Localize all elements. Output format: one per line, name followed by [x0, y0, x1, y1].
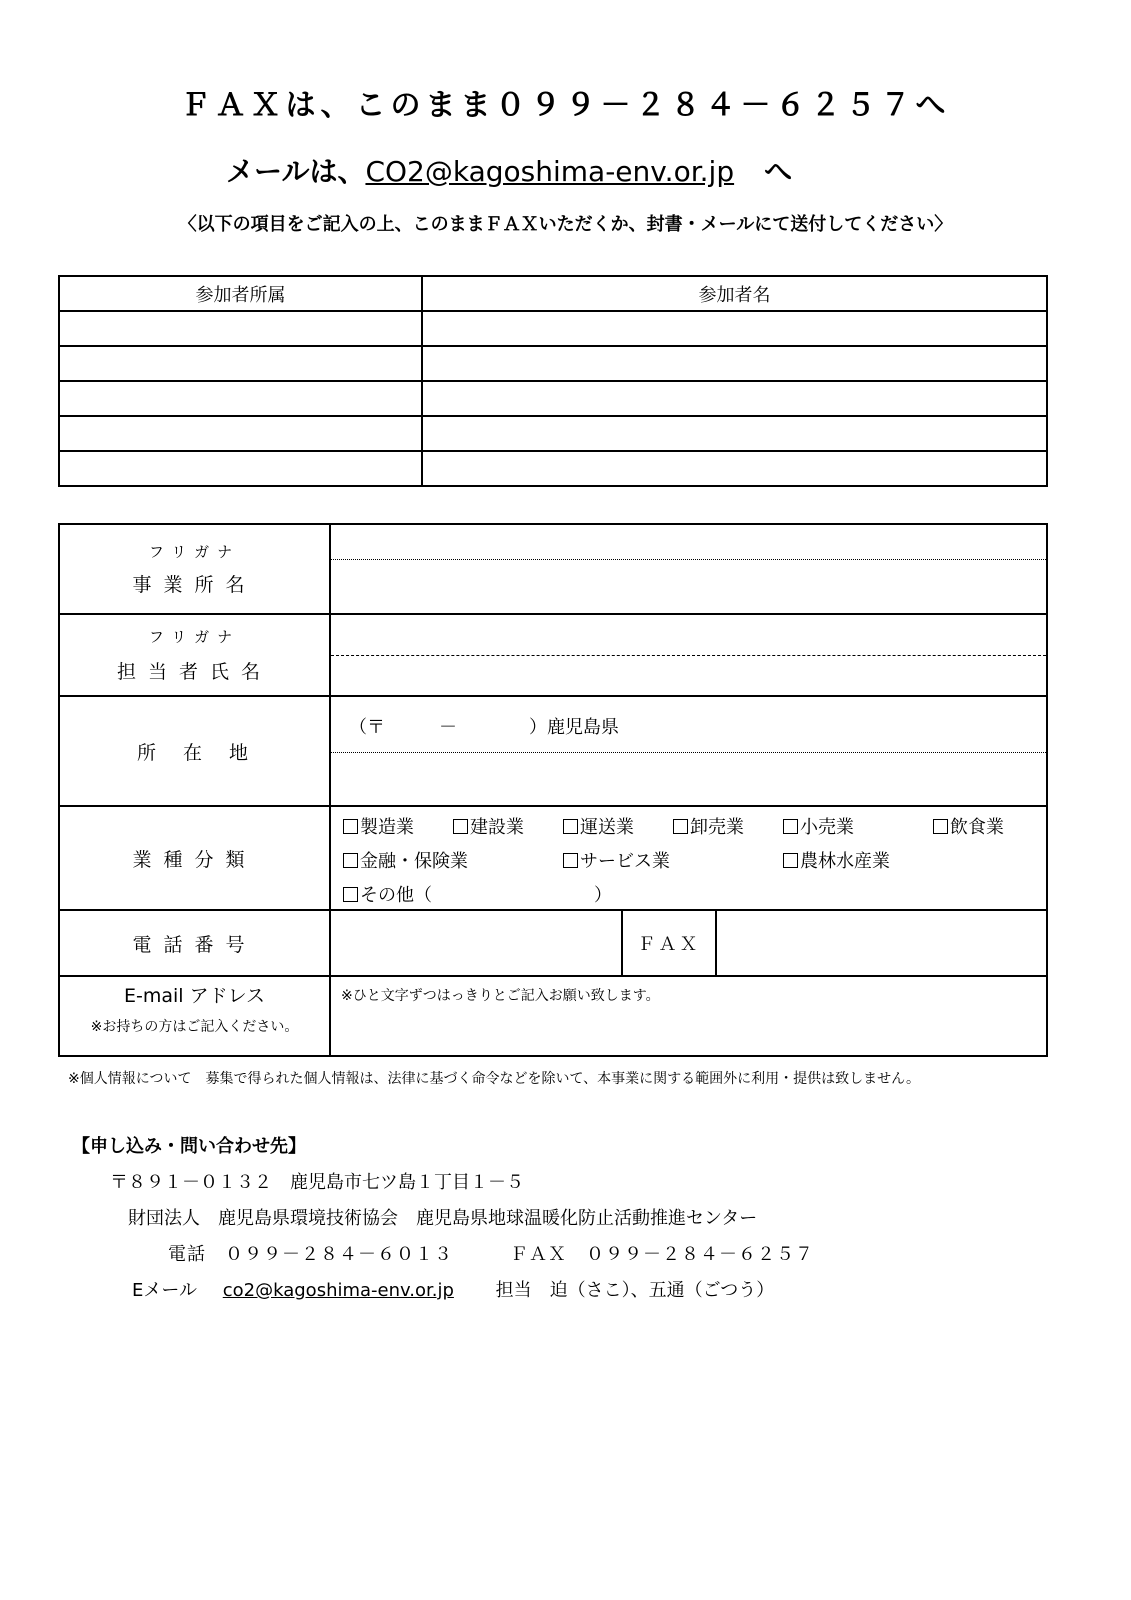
office-input-cell[interactable]: [330, 524, 1047, 614]
participants-table: [58, 275, 1048, 487]
col-header-affiliation: 参加者所属: [59, 276, 422, 311]
affiliation-cell[interactable]: [59, 381, 422, 416]
checkbox-icon[interactable]: [453, 819, 468, 834]
contact-heading: 【申し込み・問い合わせ先】: [72, 1136, 306, 1157]
col-header-name: 参加者名: [422, 276, 1047, 311]
name-cell[interactable]: [422, 416, 1047, 451]
industry-label: 業種分類: [132, 848, 257, 871]
person-label-cell: [59, 614, 330, 696]
phone-label: 電話番号: [132, 933, 257, 956]
industry-option[interactable]: 農林水産業: [783, 847, 890, 873]
name-cell[interactable]: [422, 451, 1047, 486]
industry-option[interactable]: 金融・保険業: [343, 847, 468, 873]
email-input-cell[interactable]: [330, 976, 1047, 1056]
mail-suffix: へ: [764, 155, 793, 188]
privacy-notice: ※個人情報について 募集で得られた個人情報は、法律に基づく命令などを除いて、本事業に関する範囲外に利用・提供は致しません。: [68, 1071, 921, 1087]
mail-address-link[interactable]: CO2@kagoshima-env.or.jp: [365, 155, 735, 188]
fax-input[interactable]: [717, 911, 1046, 975]
office-label-cell: [59, 524, 330, 614]
person-label: 担当者氏名: [116, 661, 272, 683]
address-label: 所 在 地: [136, 741, 252, 764]
checkbox-icon[interactable]: [783, 819, 798, 834]
phone-label-cell: [59, 910, 330, 976]
form-instruction: 〈以下の項目をご記入の上、このままＦＡＸいただくか、封書・メールにて送付してください〉: [178, 214, 953, 235]
industry-option[interactable]: 卸売業: [673, 813, 744, 839]
office-kana-label: フリガナ: [148, 543, 241, 561]
postal-prefix: （〒 － ）鹿児島県: [349, 717, 619, 738]
checkbox-icon[interactable]: [563, 819, 578, 834]
name-cell[interactable]: [422, 381, 1047, 416]
contact-org: 財団法人 鹿児島県環境技術協会 鹿児島県地球温暖化防止活動推進センター: [128, 1208, 758, 1229]
affiliation-cell[interactable]: [59, 416, 422, 451]
contact-tel-fax: 電話 ０９９－２８４－６０１３ ＦＡＸ ０９９－２８４－６２５７: [168, 1244, 814, 1265]
address-label-cell: [59, 696, 330, 806]
checkbox-icon[interactable]: [343, 819, 358, 834]
contact-staff: 担当 迫（さこ）、五通（ごつう）: [495, 1280, 775, 1301]
industry-option[interactable]: 運送業: [563, 813, 634, 839]
person-input-cell[interactable]: [330, 614, 1047, 696]
fax-label: ＦＡＸ: [621, 911, 717, 975]
email-label-cell: [59, 976, 330, 1056]
industry-option[interactable]: 建設業: [453, 813, 524, 839]
industry-option[interactable]: 小売業: [783, 813, 854, 839]
address-input-cell[interactable]: [330, 696, 1047, 806]
industry-option[interactable]: 飲食業: [933, 813, 1004, 839]
industry-option-other[interactable]: その他（ ）: [343, 881, 612, 907]
kana-divider: [331, 655, 1046, 656]
person-kana-label: フリガナ: [148, 628, 241, 646]
checkbox-icon[interactable]: [563, 853, 578, 868]
affiliation-cell[interactable]: [59, 346, 422, 381]
phone-input[interactable]: [331, 911, 621, 975]
industry-option[interactable]: 製造業: [343, 813, 414, 839]
kana-divider: [331, 559, 1046, 560]
affiliation-cell[interactable]: [59, 451, 422, 486]
fax-instruction-title: ＦＡＸは、このまま０９９－２８４－６２５７へ: [180, 88, 951, 123]
name-cell[interactable]: [422, 311, 1047, 346]
checkbox-icon[interactable]: [933, 819, 948, 834]
industry-label-cell: [59, 806, 330, 910]
phone-fax-cell: [330, 910, 1047, 976]
checkbox-icon[interactable]: [673, 819, 688, 834]
industry-option[interactable]: サービス業: [563, 847, 670, 873]
mail-instruction-title: [226, 150, 792, 190]
office-label: 事業所名: [132, 574, 257, 596]
email-note: ※お持ちの方はご記入ください。: [90, 1019, 299, 1035]
address-divider: [331, 752, 1046, 753]
contact-email-link[interactable]: co2@kagoshima-env.or.jp: [222, 1280, 454, 1301]
checkbox-icon[interactable]: [343, 887, 358, 902]
contact-email-row: [132, 1276, 774, 1302]
contact-address: 〒８９１－０１３２ 鹿児島市七ツ島１丁目１－５: [110, 1172, 524, 1193]
name-cell[interactable]: [422, 346, 1047, 381]
checkbox-icon[interactable]: [343, 853, 358, 868]
email-hint: ※ひと文字ずつはっきりとご記入お願い致します。: [341, 988, 660, 1004]
checkbox-icon[interactable]: [783, 853, 798, 868]
email-label: E-mail アドレス: [123, 985, 266, 1007]
contact-email-label: Eメール: [132, 1280, 198, 1301]
mail-prefix: メールは、: [226, 155, 366, 188]
affiliation-cell[interactable]: [59, 311, 422, 346]
applicant-form-table: [58, 523, 1048, 1057]
industry-options-cell: [330, 806, 1047, 910]
